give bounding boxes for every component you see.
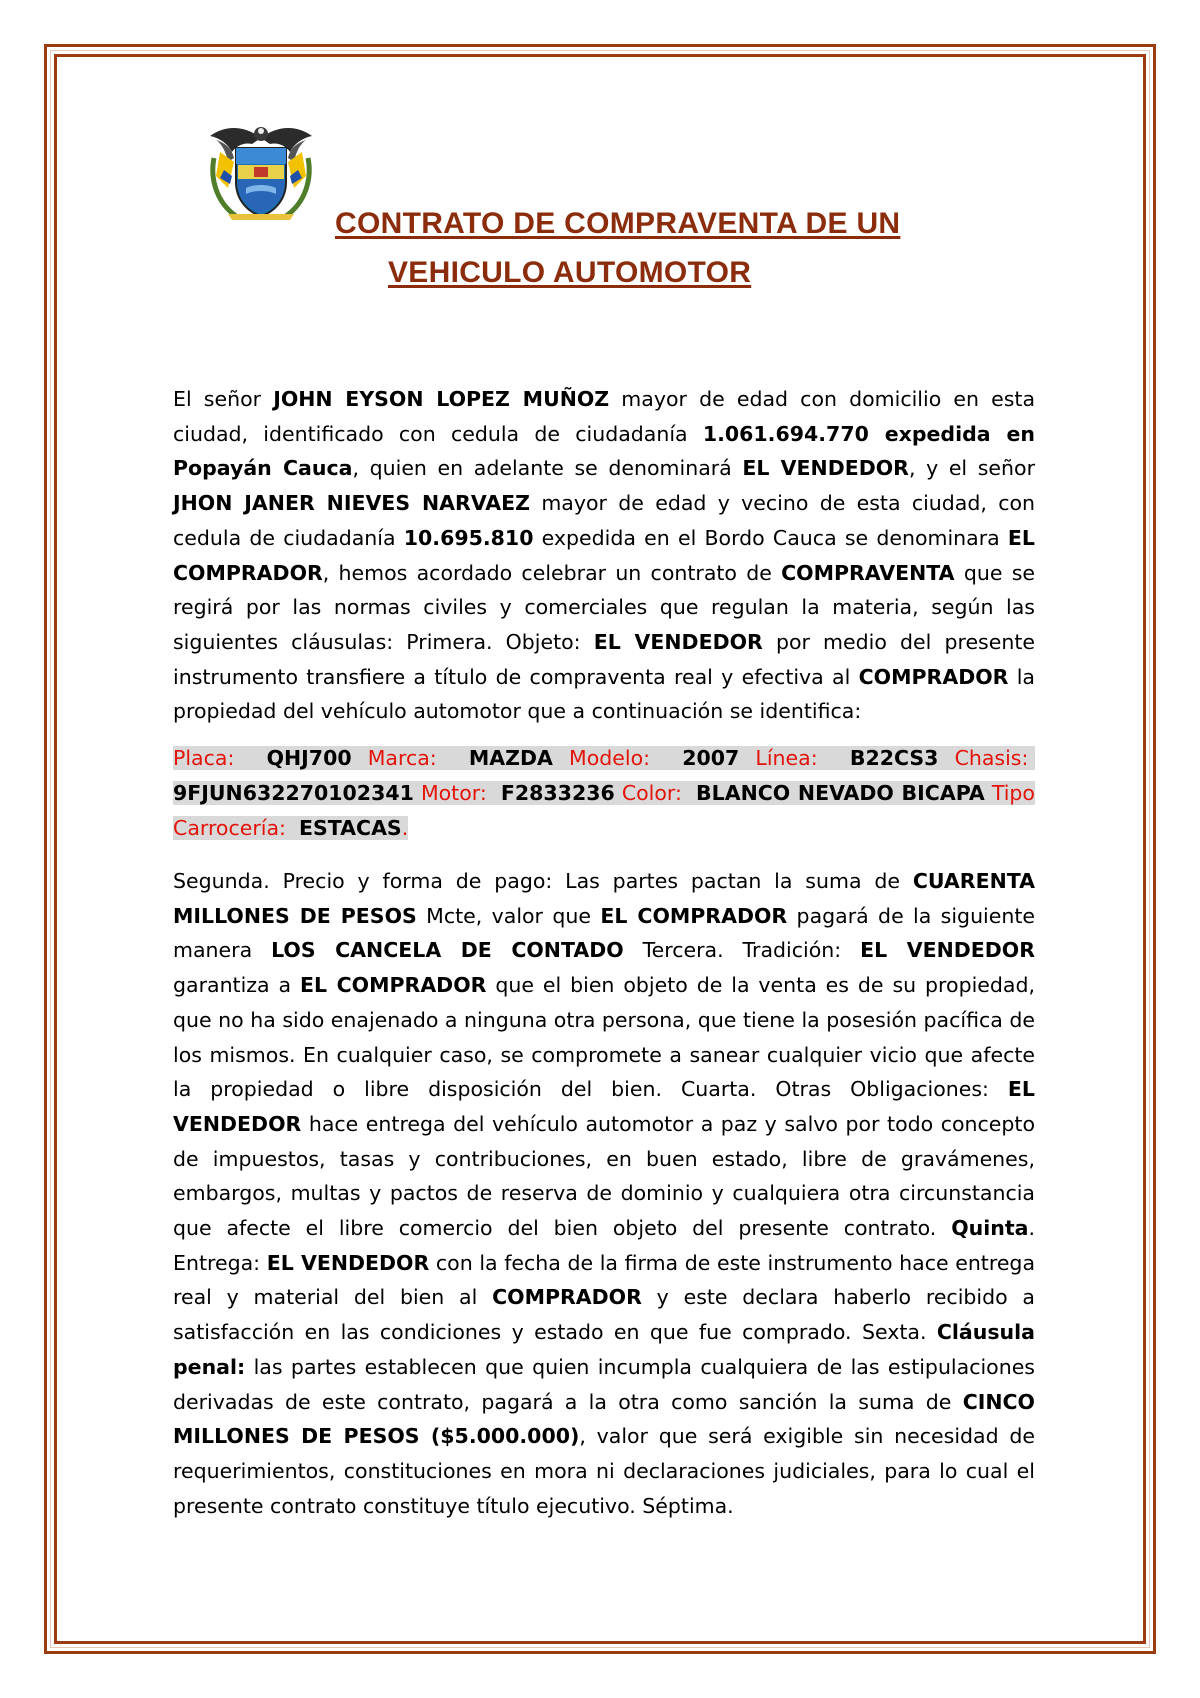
paragraph-clauses [173,864,1035,1523]
text-run: expedida en el Bordo Cauca se denominara [533,525,1008,550]
text-run: Segunda. Precio y forma de pago: Las partes pactan la suma de [173,869,913,893]
text-run: que se regirá por las normas civiles y comerciales que regulan la materia, según las siguientes cláusulas: Primera. Objeto: [173,560,1035,654]
bold-text-run: COMPRADOR [858,664,1009,689]
document-title-line-1: CONTRATO DE COMPRAVENTA DE UN [335,207,901,240]
vehicle-field-label: Motor: [420,781,487,805]
text-run: por medio del presente instrumento transfiere a título de compraventa real y efectiva al [173,629,1035,689]
text-run: , hemos acordado celebrar un contrato de [322,560,782,585]
text-run: Mcte, valor que [416,903,601,928]
text-run: pagará de la siguiente manera [173,903,1036,963]
coat-of-arms-seal [206,118,316,222]
bold-text-run: EL VENDEDOR [266,1250,430,1275]
bold-text-run: JHON JANER NIEVES NARVAEZ [173,491,531,516]
text-run: que el bien objeto de la venta es de su propiedad, que no ha sido enajenado a ninguna otra persona, que tiene la posesión pacífica de los mismos. En cualquier caso, se compromete a sanear cualquier vicio que afecte la propiedad o libre disposición del bien. Cuarta. Otras Obligaciones: [173,973,1035,1102]
vehicle-field-label: Línea: [755,746,818,770]
vehicle-field-label: Placa: [173,746,235,770]
vehicle-field-value: 9FJUN632270102341 [173,781,414,805]
text-run: Tercera. Tradición: [623,938,861,963]
bold-text-run: EL VENDEDOR [860,938,1036,963]
text-run: las partes establecen que quien incumpla cualquiera de las estipulaciones derivadas de este contrato, pagará a la otra como sanción la suma de [173,1354,1035,1414]
vehicle-highlight [173,746,1035,840]
document-title-line-2: VEHICULO AUTOMOTOR [388,256,752,289]
bold-text-run: EL VENDEDOR [742,456,909,481]
vehicle-field-value: BLANCO NEVADO BICAPA [696,781,985,805]
bold-text-run: CINCO MILLONES DE PESOS ($5.000.000) [173,1389,1035,1449]
text-run: hace entrega del vehículo automotor a paz y salvo por todo concepto de impuestos, tasas y contribuciones, en buen estado, libre de gravámenes, embargos, multas y pactos de reserva de dominio y cualquiera otra circunstancia que afecte el libre comercio del bien objeto del presente contrato. [173,1111,1035,1241]
text-run: , y el señor [908,456,1035,481]
text-run: garantiza a [173,973,301,998]
bold-text-run: 10.695.810 [403,525,534,550]
vehicle-end-mark: . [401,816,409,840]
text-run: y este declara haberlo recibido a satisfacción en las condiciones y estado en que fue comprado. Sexta. [173,1285,1035,1345]
text-run: El señor [173,387,274,411]
paragraph-parties [173,382,1035,729]
text-run: mayor de edad con domicilio en esta ciudad, identificado con cedula de ciudadanía [173,387,1036,446]
bold-text-run: Quinta [951,1216,1029,1241]
bold-text-run: EL COMPRADOR [300,973,487,998]
bold-text-run: EL VENDEDOR [173,1077,1035,1136]
text-run: la propiedad del vehículo automotor que a continuación se identifica: [173,664,1035,724]
text-run: mayor de edad y vecino de esta ciudad, con cedula de ciudadanía [173,491,1036,550]
vehicle-identification [173,741,1035,846]
vehicle-field-label: Chasis: [954,746,1029,770]
bold-text-run: CUARENTA MILLONES DE PESOS [173,869,1035,928]
vehicle-field-label: Color: [621,781,682,805]
bold-text-run: 1.061.694.770 expedida en Popayán Cauca [173,421,1035,481]
vehicle-field-value: B22CS3 [849,746,939,770]
vehicle-field-label: Marca: [367,746,437,770]
bold-text-run: JOHN EYSON LOPEZ MUÑOZ [273,387,610,411]
vehicle-field-label: Tipo Carrocería: [173,781,1035,840]
vehicle-field-value: MAZDA [468,746,553,770]
text-run: . Entrega: [173,1216,1035,1275]
bold-text-run: LOS CANCELA DE CONTADO [271,938,624,963]
vehicle-field-label: Modelo: [569,746,651,770]
vehicle-field-value: ESTACAS [299,816,402,840]
vehicle-field-value: 2007 [682,746,740,770]
vehicle-field-value: QHJ700 [266,746,352,770]
bold-text-run: EL COMPRADOR [173,525,1035,585]
bold-text-run: COMPRADOR [492,1285,642,1310]
vehicle-field-value: F2833236 [500,781,615,805]
text-run: , valor que será exigible sin necesidad de requerimientos, constituciones en mora ni declaraciones judiciales, para lo cual el presente contrato constituye título ejecutivo. Séptima. [173,1424,1035,1518]
text-run: con la fecha de la firma de este instrumento hace entrega real y material del bien al [173,1250,1036,1310]
bold-text-run: Cláusula penal: [173,1320,1035,1379]
bold-text-run: EL VENDEDOR [593,629,763,654]
bold-text-run: COMPRAVENTA [781,560,955,585]
text-run: , quien en adelante se denominará [352,456,743,481]
bold-text-run: EL COMPRADOR [600,903,788,928]
